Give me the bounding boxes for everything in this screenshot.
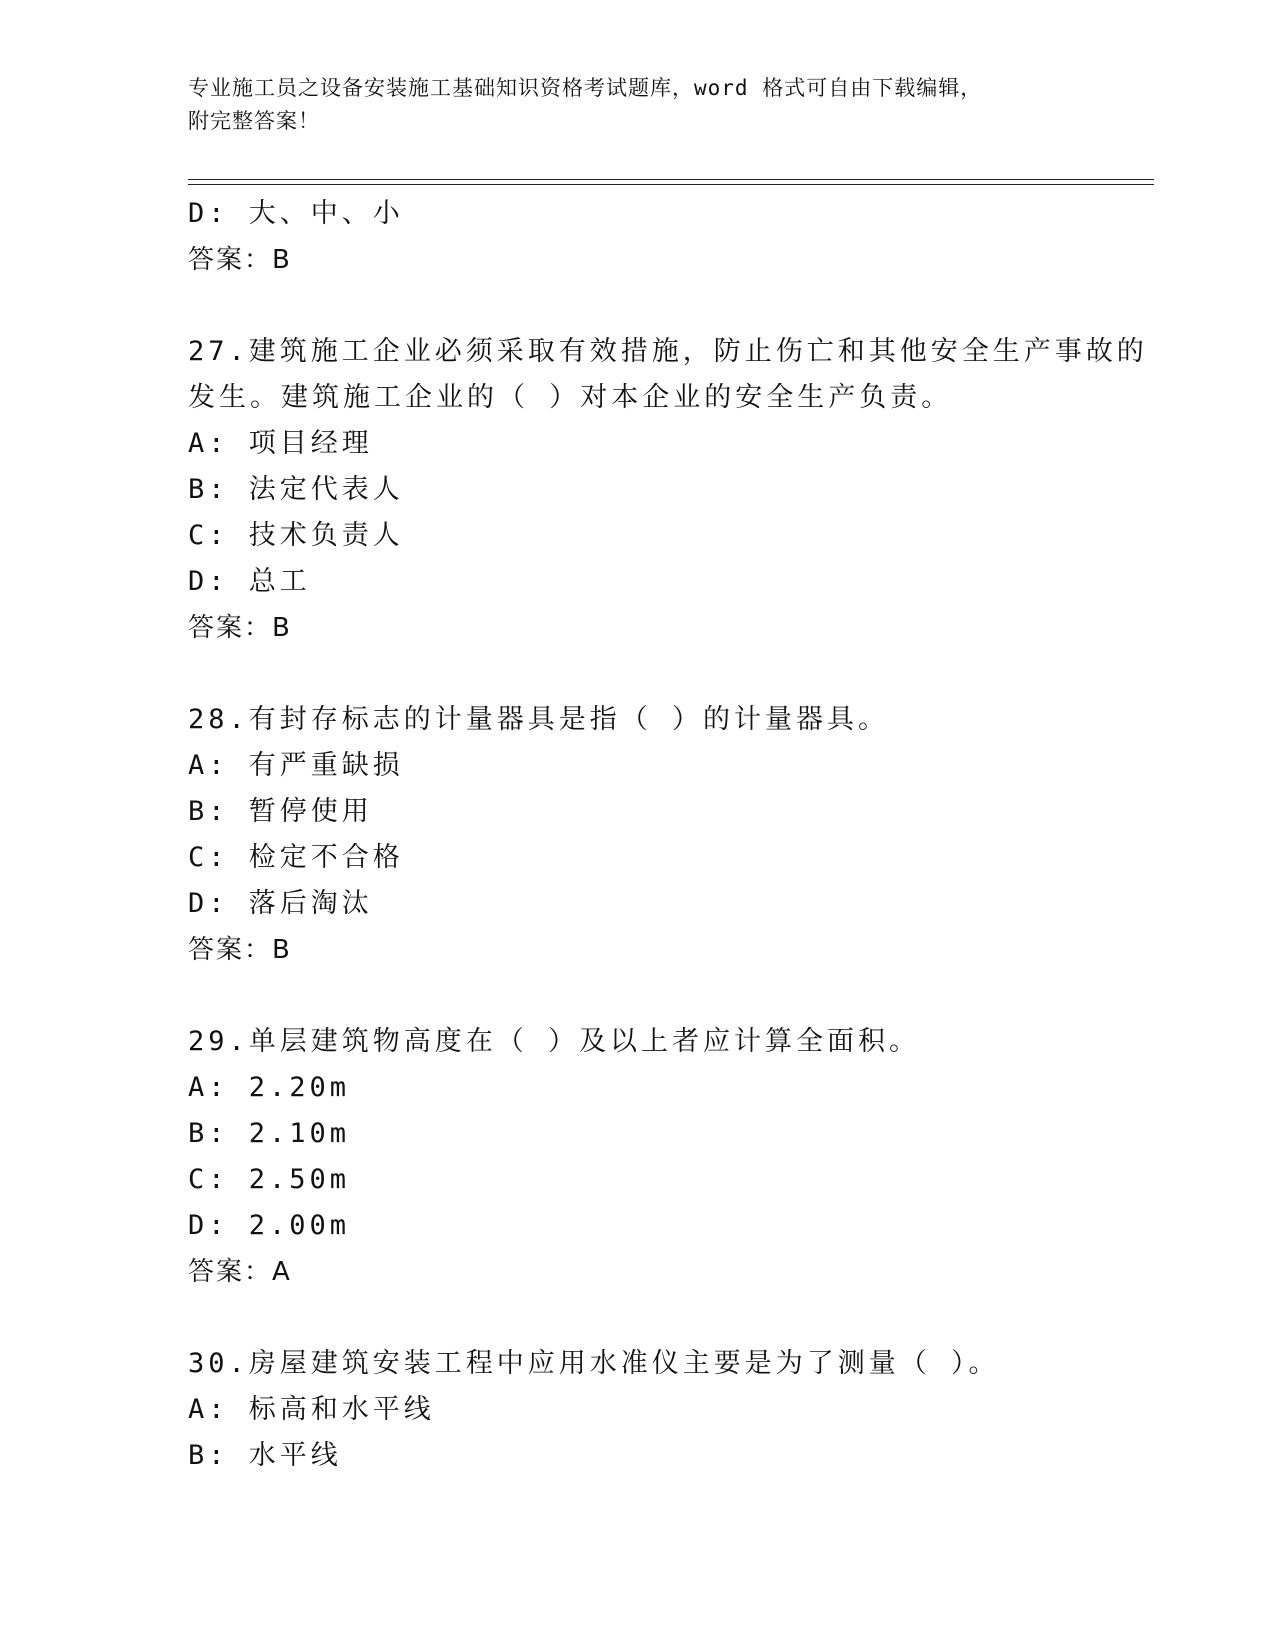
question-29-option-a: A: 2.20m [188, 1072, 351, 1103]
question-27-text-line-2: 发生。建筑施工企业的（ ）对本企业的安全生产负责。 [188, 382, 953, 413]
question-29-text: 29.单层建筑物高度在（ ）及以上者应计算全面积。 [188, 1026, 921, 1057]
question-27 [188, 329, 1148, 651]
question-30-option-a: A: 标高和水平线 [188, 1394, 435, 1425]
question-29 [188, 1019, 1088, 1295]
header-divider-bottom [188, 184, 1154, 185]
question-27-option-a: A: 项目经理 [188, 428, 373, 459]
question-30-text: 30.房屋建筑安装工程中应用水准仪主要是为了测量（ ）。 [188, 1348, 1000, 1379]
question-28-text: 28.有封存标志的计量器具是指（ ）的计量器具。 [188, 704, 890, 735]
question-29-option-d: D: 2.00m [188, 1210, 351, 1241]
header-divider-top [188, 179, 1154, 180]
question-27-text-line-1: 27.建筑施工企业必须采取有效措施，防止伤亡和其他安全生产事故的 [188, 336, 1148, 367]
question-29-answer: 答案：A [188, 1257, 292, 1287]
question-30 [188, 1341, 1088, 1479]
header-title-line-2: 附完整答案！ [188, 109, 320, 133]
question-list [188, 191, 1148, 1479]
question-29-option-b: B: 2.10m [188, 1118, 351, 1149]
prev-option-d: D: 大、中、小 [188, 198, 404, 229]
question-27-option-d: D: 总工 [188, 566, 311, 597]
question-28-option-c: C: 检定不合格 [188, 842, 404, 873]
question-28-option-b: B: 暂停使用 [188, 796, 373, 827]
question-27-answer: 答案：B [188, 613, 292, 643]
question-28-option-a: A: 有严重缺损 [188, 750, 404, 781]
document-header [188, 72, 1088, 138]
prev-answer: 答案：B [188, 245, 292, 275]
question-29-option-c: C: 2.50m [188, 1164, 351, 1195]
question-28-answer: 答案：B [188, 935, 292, 965]
question-30-option-b: B: 水平线 [188, 1440, 342, 1471]
question-28 [188, 697, 1088, 973]
header-title-line-1: 专业施工员之设备安装施工基础知识资格考试题库，word 格式可自由下载编辑， [188, 76, 983, 100]
question-28-option-d: D: 落后淘汰 [188, 888, 373, 919]
question-27-option-b: B: 法定代表人 [188, 474, 404, 505]
question-27-option-c: C: 技术负责人 [188, 520, 404, 551]
